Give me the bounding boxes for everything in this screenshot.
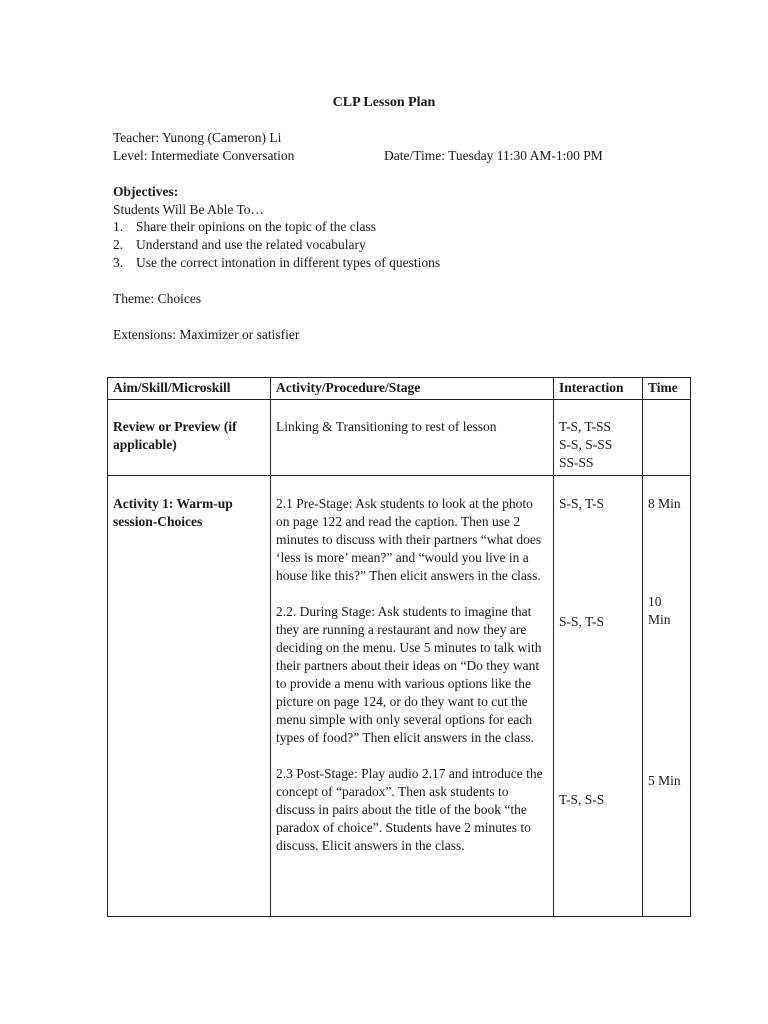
- header-procedure: Activity/Procedure/Stage: [271, 378, 554, 400]
- objective-item: 3. Use the correct intonation in different types of questions: [113, 255, 441, 270]
- stage-post: 2.3 Post-Stage: Play audio 2.17 and introduce the concept of “paradox”. Then ask students to discuss in pairs about the title of the book “the paradox of choice”. Students have 2 minutes to discuss. Elicit answers in the class.: [276, 766, 543, 853]
- table-row: [108, 476, 691, 917]
- objectives-list: [113, 218, 440, 272]
- header-aim: Aim/Skill/Microskill: [108, 378, 271, 400]
- table-row: [108, 400, 691, 476]
- objective-item: 2. Understand and use the related vocabulary: [113, 237, 366, 252]
- extensions-line: Extensions: Maximizer or satisfier: [113, 327, 300, 342]
- time-cell: 8 Min 10 Min 5 Min: [643, 476, 691, 917]
- level-line: Level: Intermediate Conversation: [113, 148, 295, 163]
- aim-cell: Review or Preview (if applicable): [108, 400, 271, 476]
- datetime-line: Date/Time: Tuesday 11:30 AM-1:00 PM: [384, 148, 603, 163]
- procedure-cell: [271, 476, 554, 917]
- interaction-cell: T-S, T-SS S-S, S-SS SS-SS: [554, 400, 643, 476]
- theme-line: Theme: Choices: [113, 291, 202, 306]
- stage-pre: 2.1 Pre-Stage: Ask students to look at the photo on page 122 and read the caption. Then use 2 minutes to discuss with their partners “what does ‘less is more’ mean?” and “would you live in a house like this?” Then elicit answers in the class.: [276, 496, 542, 583]
- objectives-heading: Objectives:: [113, 184, 179, 199]
- objective-item: 1. Share their opinions on the topic of the class: [113, 219, 376, 234]
- lesson-table: [107, 377, 691, 917]
- teacher-line: Teacher: Yunong (Cameron) Li: [113, 130, 282, 145]
- procedure-cell: Linking & Transitioning to rest of lesson: [271, 400, 554, 476]
- table-header-row: [108, 378, 691, 400]
- page-title: CLP Lesson Plan: [332, 95, 436, 110]
- stage-during: 2.2. During Stage: Ask students to imagine that they are running a restaurant and now they are deciding on the menu. Use 5 minutes to talk with their partners about their ideas on “Do they want to provide a menu with various options like the picture on page 124, or do they want to cut the menu simple with only several options for each types of food?” Then elicit answers in the class.: [276, 604, 542, 745]
- interaction-cell: S-S, T-S S-S, T-S T-S, S-S: [554, 476, 643, 917]
- swbat-line: Students Will Be Able To…: [113, 202, 265, 217]
- time-cell: [643, 400, 691, 476]
- header-interaction: Interaction: [554, 378, 643, 400]
- header-time: Time: [643, 378, 691, 400]
- aim-cell: Activity 1: Warm-up session-Choices: [108, 476, 271, 917]
